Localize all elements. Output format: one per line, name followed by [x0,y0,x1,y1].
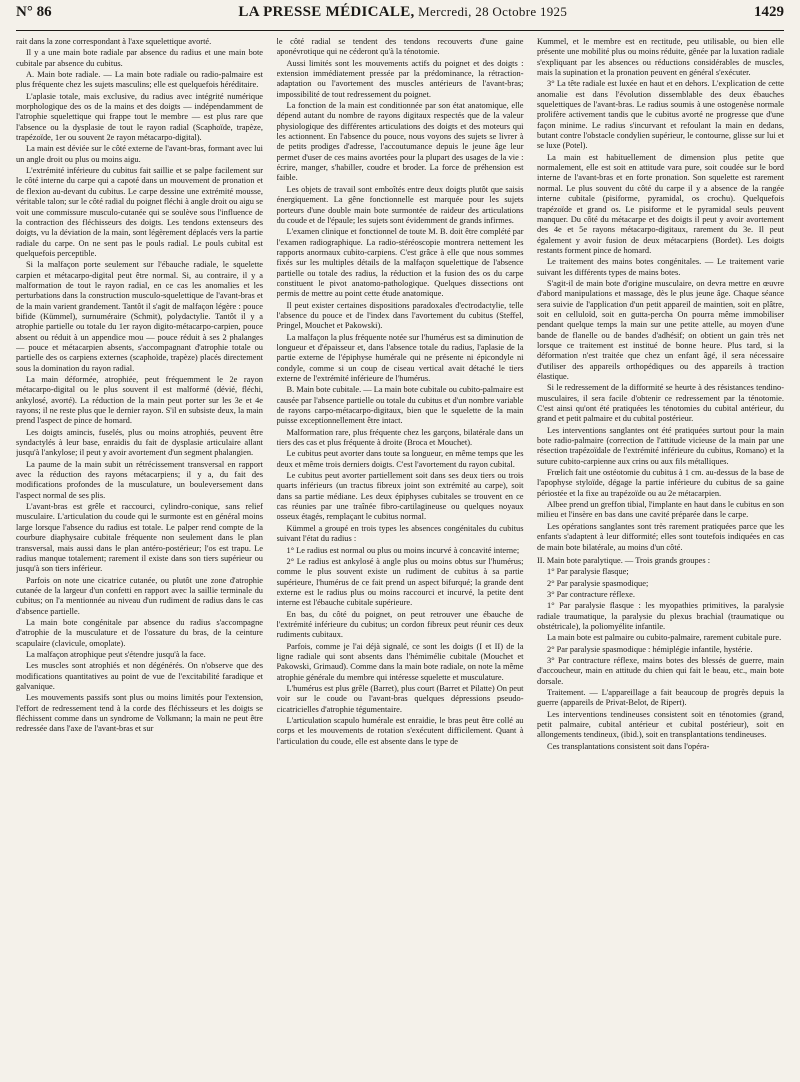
paragraph: II. Main bote paralytique. — Trois grands groupes : [537,555,711,565]
paragraph: La malfaçon atrophique peut s'étendre jusqu'à la face. [26,649,206,659]
paragraph: Il peut exister certaines dispositions paradoxales d'ectrodactylie, telle l'absence du pouce et de l'index dans l'avortement du cubitus (Steffel, Pringel, Mouchet et Pakowski). [276,300,524,331]
paragraph: Traitement. — L'appareillage a fait beaucoup de progrès depuis la guerre (appareils de Privat-Belot, de Ripert). [537,687,784,708]
paragraph: 3° Par contracture réflexe, mains botes des blessés de guerre, main d'accoucheur, main en attitude du chien qui fait le beau, etc., main bote dorsale. [537,655,784,686]
paragraph: 1° Par paralysie flasque; [547,567,629,577]
paragraph: 3° Par contracture réflexe. [547,589,635,599]
paragraph: Parfois, comme je l'ai déjà signalé, ce sont les doigts (I et II) de la ligne radiale qui sont absents dans l'hémimélie cubitale (Mouchet et Pakowski, Grimaud). Comme dans la main bote radiale, on note la même atrophie générale du membre qui intéresse squelette et musculature. [276,641,524,682]
paragraph: Les doigts amincis, fuselés, plus ou moins atrophiés, peuvent être syndactylés à leur base, enraidis du fait de dysplasie articulaire allant jusqu'à l'ankylose; il peut y avoir avortement d'un segment phalangien. [16,427,263,458]
paragraph: B. Main bote cubitale. — La main bote cubitale ou cubito-palmaire est causée par l'absence partielle ou totale du cubitus et d'un nombre variable de rayons carpo-métacarpo-digitaux, bien que le squelette de la main puisse exceptionnellement être intact. [276,385,524,426]
paragraph: Les objets de travail sont emboîtés entre deux doigts plutôt que saisis énergiquement. La gêne fonctionnelle est marquée pour les sujets porteurs d'une double main bote surmontée de raideur des articulations du coude et de l'épaule; les sujets sont évidemment de grands infirmes. [276,184,524,225]
paragraph: Kümmel a groupé en trois types les absences congénitales du cubitus suivant l'état du radius : [276,523,524,544]
paragraph: Les interventions sanglantes ont été pratiquées surtout pour la main bote radio-palmaire (correction de l'attitude vicieuse de la main par une résection trapézoïdale de l'extrémité inférieure du cubitus, Romano) et la suture cubito-carpienne aux crins ou aux fils métalliques. [537,425,784,466]
paragraph: S'agit-il de main bote d'origine musculaire, on devra mettre en œuvre d'abord manipulations et massage, dès le plus jeune âge. Chaque séance sera suivie de l'application d'un petit appareil de maintien, soit en plâtre, soit en celluloïd, soit en gutta-percha On pourra même immobiliser pendant quelque temps la main sur une petite attelle, au moyen d'une bande de flanelle ou de bandes d'adhésif; on obtient un gain très net lorsque ce traitement est institué de bonne heure. Plus tard, si la déformation n'est traitée que chez un enfant âgé, il sera nécessaire d'utiliser des appareils orthopédiques ou des appareils à traction élastique. [537,278,784,381]
paragraph: Le traitement des mains botes congénitales. — Le traitement varie suivant les différents types de mains botes. [537,257,784,277]
journal-name: LA PRESSE MÉDICALE, [238,4,415,20]
paragraph: 1° Par paralysie flasque : les myopathies primitives, la paralysie radiale traumatique, la paralysie du plexus brachial (traumatique ou obstétricale), la poliomyélite infantile. [537,601,784,631]
paragraph: rait dans la zone correspondant à l'axe squelettique avorté. [16,37,212,46]
paragraph: 2° Par paralysie spasmodique : hémiplégie infantile, hystérie. [547,644,753,654]
paragraph: L'extrémité inférieure du cubitus fait saillie et se palpe facilement sur le côté interne du carpe qui a capoté dans un mouvement de pronation et de flexion au-devant du cubitus. Le carpe dessine une extrémité mousse, véritable talon; sur le côté radial du poignet fléchi à angle droit ou aigu se voit une commissure musculo-cutanée qui se soulève sous l'influence de la contraction des fléchisseurs des doigts. Les tendons extenseurs des doigts, vu la déviation de la main, sont légèrement déplacés vers la partie radiale du carpe. On ne sent pas le pouls radial. Le pouls cubital est quelquefois perceptible. [16,166,263,258]
paragraph: 2° Le radius est ankylosé à angle plus ou moins obtus sur l'humérus; comme le plus souvent existe un rudiment de cubitus à sa partie supérieure, l'humérus de ce fait prend un aspect bifurqué; la grande dent externe est le radius plus ou moins raccourci et incurvé, la petite dent interne est l'ébauche cubitale supérieure. [276,556,524,608]
paragraph: En bas, du côté du poignet, on peut retrouver une ébauche de l'extrémité inférieure du cubitus; un cordon fibreux peut réunir ces deux rudiments cubitaux. [276,609,524,640]
column-right [537,37,784,1077]
paragraph: Si le redressement de la difformité se heurte à des résistances tendino-musculaires, il sera facile d'obtenir ce redressement par la ténotomie. C'est ainsi qu'ont été pratiquées les ténotomies du cubital antérieur, du grand et petit palmaire et du cubital postérieur. [537,383,784,424]
paragraph: Parfois on note une cicatrice cutanée, ou plutôt une zone d'atrophie cutanée de la largeur d'un confetti en rapport avec la saillie terminale du cubitus; on l'a mentionnée au niveau d'un rudiment de radius dans le cas d'absence partielle. [16,575,263,616]
paragraph: 3° La tête radiale est luxée en haut et en dehors. L'explication de cette anomalie est dans l'évolution dissemblable des deux ébauches squelettiques de l'avant-bras. Le radius soumis à une ostogenèse normale prolifère activement tandis que le cubitus avorté ne progresse que d'une façon minime. Le radius s'incurvant et refoulant la main en dedans, butant contre l'obstacle condylien supérieur, le contourne, glisse sur lui et se luxe (Potel). [537,79,784,151]
paragraph: Malformation rare, plus fréquente chez les garçons, bilatérale dans un tiers des cas et plus fréquente à droite (Broca et Mouchet). [276,427,524,448]
paragraph: Il y a une main bote radiale par absence du radius et une main bote cubitale par absence du cubitus. [16,48,263,68]
paragraph: Aussi limités sont les mouvements actifs du poignet et des doigts : extension immédiatement pressée par la prédominance, la rétraction-adaptation ou l'avortement des muscles antérieurs de l'avant-bras; impossibilité de tout redressement du poignet. [276,58,524,99]
paragraph: Ces transplantations consistent soit dans l'opéra- [547,741,710,751]
paragraph: A. Main bote radiale. — La main bote radiale ou radio-palmaire est plus fréquente chez les sujets masculins; elle est quelquefois héréditaire. [16,70,263,90]
paragraph: La main bote congénitale par absence du radius s'accompagne d'atrophie de la musculature et de l'ossature du bras, de la ceinture scapulaire (clavicule, omoplate). [16,617,263,648]
paragraph: L'avant-bras est grêle et raccourci, cylindro-conique, sans relief musculaire. L'articulation du coude qui le surmonte est en général moins large lorsque l'absence du radius est totale. Le palper rend compte de la courbure diaphysaire cubitale fréquente non seulement dans le plan transversal, mais aussi dans le plan antéro-postérieur; l'os est trapu. Le radius manque totalement; rarement il existe dans son tiers supérieur ou jusqu'à son tiers inférieur. [16,502,263,574]
paragraph: La main est déviée sur le côté externe de l'avant-bras, formant avec lui un angle droit ou plus ou moins aigu. [16,144,263,164]
paragraph: Les muscles sont atrophiés et non dégénérés. On n'observe que des modifications quantitatives au point de vue de l'excitabilité faradique et galvanique. [16,661,263,691]
paragraph: La main bote est palmaire ou cubito-palmaire, rarement cubitale pure. [547,633,782,643]
paragraph: Les mouvements passifs sont plus ou moins limités pour l'extension, l'effort de redressement tend à la corde des fléchisseurs et les doigts se fléchissent comme dans un syndrome de Volkmann; la main ne peut être redressée dans l'axe de l'avant-bras et sur [16,693,263,734]
article-columns [16,37,784,1077]
column-middle [277,37,524,1077]
issue-number: N° 86 [16,4,52,20]
paragraph: Le cubitus peut avorter partiellement soit dans ses deux tiers ou trois quarts inférieurs (un tractus fibreux joint son extrémité au carpe), soit dans sa partie médiane. Les deux épiphyses cubitales se trouvent en ce cas réunies par une traînée fibro-cartilagineuse ou quelques noyaux osseux étagés, remplaçant le cubitus normal. [276,471,524,522]
paragraph: Albee prend un greffon tibial, l'implante en haut dans le cubitus en son milieu et l'insère en bas dans une cavité préparée dans le carpe. [537,500,784,520]
paragraph: La main est habituellement de dimension plus petite que normalement, elle est soit en attitude vara pure, soit coudée sur le bord interne de l'avant-bras et en forte pronation. Son squelette est rarement normal. Le plus souvent du côté du carpe il y a absence de la rangée interne cubitale (pisiforme, pyramidal, os crochu). Quelquefois trapézoïde et grand os. Le pisiforme et le pyramidal seuls peuvent manquer. Du côté du métacarpe et des doigts il peut y avoir avortement des 4e et 5e rayons métacarpo-digitaux, rarement du 3e. Il peut également y avoir fusion de deux métacarpiens (Bordet). Les doigts restants forment pince de homard. [537,152,784,255]
paragraph: Frœlich fait une ostéotomie du cubitus à 1 cm. au-dessus de la base de l'apophyse styloïde, dégage la partie inférieure du cubitus de sa gaine périostée et la fixe au trapézoïde ou au 2e métacarpien. [537,468,784,498]
paragraph: L'humérus est plus grêle (Barret), plus court (Barret et Pilatte) On peut voir sur le coude ou l'avant-bras quelques dépressions pseudo-cicatricielles d'atrophie tégumentaire. [276,683,524,714]
paragraph: Le cubitus peut avorter dans toute sa longueur, en même temps que les deux et même trois derniers doigts. C'est l'avortement du rayon cubital. [276,449,524,469]
paragraph: La malfaçon la plus fréquente notée sur l'humérus est sa diminution de longueur et d'épaisseur et, dans l'absence totale du radius, l'aplasie de la partie externe de l'épiphyse humérale qui ne présente ni épicondyle ni condyle, comme si un coup de ciseau vertical avait détaché le tiers externe de l'extrémité inférieure de l'humérus. [276,332,524,383]
page-header [16,4,784,31]
paragraph: La fonction de la main est conditionnée par son état anatomique, elle dépend autant du nombre de rayons digitaux respectés que de la valeur physiologique des différentes articulations des doigts et des moteurs qui les actionnent. En l'absence du pouce, nous voyons des sujets se livrer à de petits prodiges d'adresse, l'accoutumance depuis le jeune âge leur permet d'user de ces mains avortées pour la plupart des usages de la vie : écrire, manger, s'habiller, coudre et broder. La force de préhension est faible. [276,101,524,183]
page-number: 1429 [753,4,784,20]
paragraph: L'examen clinique et fonctionnel de toute M. B. doit être complété par l'examen radiographique. La radio-stéréoscopie montrera nettement les rapports anormaux cubito-carpiens. C'est grâce à elle que nous sommes fixés sur les multiples détails de la malfaçon squelettique de l'absence partielle ou totale des radius, la réduction et la fusion des os du carpe constituent le pivot anatomo-pathologique. Quelques dissections ont permis de mettre au point cette étude anatomique. [276,227,524,299]
paragraph: L'aplasie totale, mais exclusive, du radius avec intégrité numérique morphologique des os de la mains et des doigts — indépendamment de l'atrophie squelettique qui frappe tout le membre — est plus rare que l'absence ou la dysplasie de tout le rayon radial (Scaphoïde, trapèze, trapézoïde, 1er ou souvent 2e rayon métacarpo-digital). [16,91,263,143]
paragraph: L'articulation scapulo humérale est enraidie, le bras peut être collé au corps et les mouvements de rotation s'exécutent difficilement. Quant à l'articulation du coude, elle est absente dans le type de [276,716,524,746]
paragraph: Kummel, et le membre est en rectitude, peu utilisable, ou bien elle présente une mobilité plus ou moins réduite, gênée par la luxation radiale s'expliquant par les absences ou réductions considérables de muscles, mais la supination et la pronation peuvent en général s'exécuter. [537,37,784,78]
paragraph: Si la malfaçon porte seulement sur l'ébauche radiale, le squelette carpien et métacarpo-digital peut être normal. Si, au contraire, il y a malformation de tout le rayon radial, en ce cas les anomalies et les perturbations dans la construction musculo-squelettique de l'avant-bras et de la main varient grandement. Tantôt il s'agit de malfaçon légère : pouce bifide (Kümmel), surnuméraire (Schmit), polydactylie. Tantôt il y a atrophie partielle ou totale du 1er rayon digito-métacarpo-carpien, pouce absent ou réduit à un appendice mou — pouce réduit à ses 2 phalanges — pouce et métacarpien absents, s'accompagnant d'atrophie totale ou partielle des os carpiens externes (scaphoïde, trapèze) placés directement sous la domination du rayon radial. [16,260,263,373]
paragraph: 1° Le radius est normal ou plus ou moins incurvé à concavité interne; [286,545,520,555]
issue-date: Mercredi, 28 Octobre 1925 [414,4,568,19]
journal-title [238,4,567,21]
paragraph: Les opérations sanglantes sont très rarement pratiquées parce que les enfants s'adaptent à leur difformité; elles sont toutefois indiquées en cas de main bote bilatérale, au moins d'un côté. [537,521,784,552]
column-left [16,37,263,1077]
paragraph: 2° Par paralysie spasmodique; [547,578,649,588]
paragraph: Les interventions tendineuses consistent soit en ténotomies (grand, petit palmaire, cubital antérieur et cubital postérieur), soit en allongements tendineux, (ibid.), soit en transplantations tendineuses. [537,709,784,740]
paragraph: La paume de la main subit un rétrécissement transversal en rapport avec la réduction des rayons métacarpiens; il y a, du fait des modifications profondes de la musculature, un bouleversement dans l'aspect normal de ses plis. [16,459,263,500]
paragraph: le côté radial se tendent des tendons recouverts d'une gaine aponévrotique qui ne céderont qu'à la ténotomie. [276,37,524,57]
paragraph: La main déformée, atrophiée, peut fréquemment le 2e rayon métacarpo-digital ou le plus souvent il est malformé (dévié, fléchi, ankylosé, avorté). La réduction de la main peut porter sur les 3e et 4e rayons; il ne reste plus que le dernier rayon. S'il en subsiste deux, la main prend l'aspect de pince de homard. [16,375,263,426]
